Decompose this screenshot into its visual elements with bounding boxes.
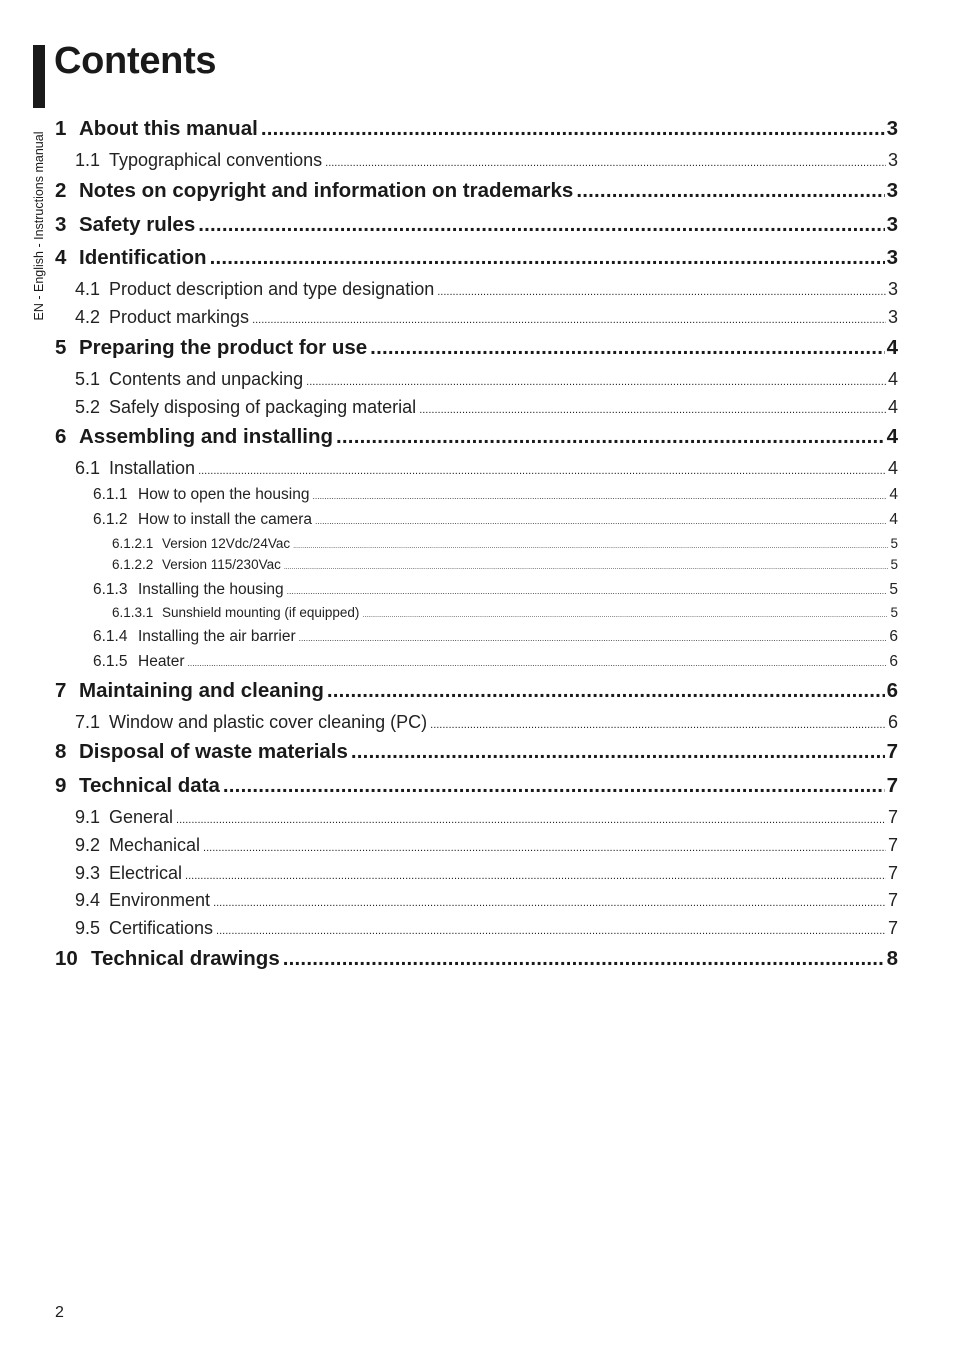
toc-page-number: 4 — [889, 511, 898, 528]
toc-title: General — [109, 807, 174, 827]
toc-number: 4.2 — [75, 307, 101, 327]
toc-title: Safely disposing of packaging material — [109, 397, 417, 417]
toc-entry[interactable] — [75, 807, 898, 828]
dot-leader — [437, 286, 886, 298]
toc-title: Version 12Vdc/24Vac — [162, 536, 291, 551]
toc-entry[interactable] — [93, 511, 898, 529]
toc-number: 7 — [55, 679, 67, 702]
dot-leader — [336, 425, 885, 449]
toc-number: 6.1 — [75, 458, 101, 478]
toc-entry[interactable] — [55, 774, 898, 798]
toc-entry[interactable] — [75, 835, 898, 856]
page-title: Contents — [54, 40, 217, 82]
toc-page-number: 3 — [887, 150, 898, 170]
toc-page-number: 3 — [886, 213, 898, 236]
dot-leader — [213, 897, 886, 909]
toc-entry[interactable] — [55, 425, 898, 449]
dot-leader — [351, 740, 885, 764]
dot-leader — [198, 465, 886, 477]
toc-title: Version 115/230Vac — [162, 557, 281, 572]
toc-title: How to install the camera — [138, 511, 313, 528]
toc-entry[interactable] — [55, 679, 898, 703]
dot-leader — [283, 947, 885, 971]
toc-page-number: 4 — [889, 486, 898, 503]
toc-entry[interactable] — [75, 712, 898, 733]
dot-leader — [299, 633, 888, 643]
dot-leader — [185, 870, 886, 882]
dot-leader — [419, 404, 886, 416]
dot-leader — [210, 246, 885, 270]
toc-page-number: 4 — [887, 397, 898, 417]
toc-entry[interactable] — [75, 863, 898, 884]
toc-page-number: 4 — [887, 369, 898, 389]
toc-title: Heater — [138, 653, 185, 670]
toc-number: 6.1.2 — [93, 511, 128, 528]
toc-title: Installing the housing — [138, 581, 284, 598]
toc-page-number: 5 — [890, 536, 898, 551]
dot-leader — [293, 543, 888, 550]
toc-entry[interactable] — [75, 279, 898, 300]
toc-page-number: 6 — [889, 653, 898, 670]
toc-entry[interactable] — [55, 117, 898, 141]
toc-entry[interactable] — [112, 557, 898, 572]
toc-title: Technical data — [79, 774, 220, 797]
dot-leader — [325, 157, 886, 169]
toc-number: 5.1 — [75, 369, 101, 389]
toc-page-number: 6 — [889, 628, 898, 645]
toc-title: Product description and type designation — [109, 279, 435, 299]
toc-entry[interactable] — [93, 581, 898, 599]
dot-leader — [223, 774, 885, 798]
toc-number: 6.1.3 — [93, 581, 128, 598]
dot-leader — [312, 491, 887, 501]
toc-title: Assembling and installing — [79, 425, 334, 448]
toc-title: Product markings — [109, 307, 250, 327]
toc-number: 6.1.4 — [93, 628, 128, 645]
toc-number: 9.3 — [75, 863, 101, 883]
toc-title: Disposal of waste materials — [79, 740, 348, 763]
toc-title: How to open the housing — [138, 486, 310, 503]
toc-page-number: 3 — [887, 307, 898, 327]
toc-page-number: 6 — [887, 712, 898, 732]
dot-leader — [430, 719, 886, 731]
dot-leader — [370, 336, 884, 360]
toc-title: Window and plastic cover cleaning (PC) — [109, 712, 428, 732]
toc-title: Technical drawings — [91, 947, 280, 970]
toc-title: Notes on copyright and information on trademarks — [79, 179, 574, 202]
toc-number: 1.1 — [75, 150, 101, 170]
toc-title: Installing the air barrier — [138, 628, 296, 645]
toc-number: 4 — [55, 246, 67, 269]
toc-title: Mechanical — [109, 835, 201, 855]
toc-title: Safety rules — [79, 213, 196, 236]
toc-entry[interactable] — [75, 458, 898, 479]
toc-title: Contents and unpacking — [109, 369, 304, 389]
toc-entry[interactable] — [93, 653, 898, 671]
toc-number: 6.1.1 — [93, 486, 128, 503]
toc-title: Certifications — [109, 918, 214, 938]
toc-entry[interactable] — [75, 890, 898, 911]
dot-leader — [188, 658, 888, 668]
toc-page-number: 7 — [887, 890, 898, 910]
toc-page-number: 7 — [887, 863, 898, 883]
toc-title: Environment — [109, 890, 211, 910]
toc-page-number: 7 — [887, 918, 898, 938]
toc-page-number: 5 — [890, 605, 898, 620]
toc-page-number: 7 — [886, 740, 898, 763]
toc-title: About this manual — [79, 117, 258, 140]
toc-number: 7.1 — [75, 712, 101, 732]
toc-entry[interactable] — [93, 628, 898, 646]
toc-number: 9.5 — [75, 918, 101, 938]
toc-page-number: 7 — [887, 835, 898, 855]
dot-leader — [261, 117, 885, 141]
toc-entry[interactable] — [55, 213, 898, 237]
toc-title: Identification — [79, 246, 207, 269]
dot-leader — [315, 516, 887, 526]
toc-number: 9 — [55, 774, 67, 797]
toc-number: 9.2 — [75, 835, 101, 855]
toc-title: Typographical conventions — [109, 150, 323, 170]
toc-number: 9.4 — [75, 890, 101, 910]
toc-entry[interactable] — [75, 397, 898, 418]
toc-title: Preparing the product for use — [79, 336, 368, 359]
toc-entry[interactable] — [75, 307, 898, 328]
toc-number: 9.1 — [75, 807, 101, 827]
dot-leader — [216, 925, 886, 937]
toc-title: Maintaining and cleaning — [79, 679, 324, 702]
dot-leader — [362, 612, 888, 619]
toc-number: 8 — [55, 740, 67, 763]
toc-entry[interactable] — [112, 605, 898, 620]
toc-page-number: 3 — [886, 246, 898, 269]
toc-page-number: 4 — [886, 425, 898, 448]
page-number: 2 — [55, 1304, 64, 1321]
toc-title: Installation — [109, 458, 196, 478]
toc-entry[interactable] — [55, 740, 898, 764]
dot-leader — [203, 842, 886, 854]
toc-page-number: 5 — [889, 581, 898, 598]
toc-number: 6.1.2.1 — [112, 536, 154, 551]
toc-page-number: 4 — [887, 458, 898, 478]
toc-number: 6 — [55, 425, 67, 448]
toc-entry[interactable] — [75, 918, 898, 939]
toc-page-number: 4 — [886, 336, 898, 359]
toc-title: Electrical — [109, 863, 183, 883]
toc-page-number: 3 — [886, 179, 898, 202]
toc-number: 2 — [55, 179, 67, 202]
toc-entry[interactable] — [93, 486, 898, 504]
toc-number: 5.2 — [75, 397, 101, 417]
toc-entry[interactable] — [75, 369, 898, 390]
toc-page-number: 7 — [887, 807, 898, 827]
toc-entry[interactable] — [55, 246, 898, 270]
toc-number: 1 — [55, 117, 67, 140]
toc-entry[interactable] — [55, 336, 898, 360]
dot-leader — [252, 314, 886, 326]
dot-leader — [287, 586, 888, 596]
toc-page-number: 8 — [886, 947, 898, 970]
toc-page-number: 7 — [886, 774, 898, 797]
dot-leader — [176, 814, 886, 826]
side-running-label: EN - English - Instructions manual — [32, 131, 46, 321]
dot-leader — [284, 564, 889, 571]
toc-number: 6.1.3.1 — [112, 605, 154, 620]
toc-entry[interactable] — [55, 179, 898, 203]
toc-number: 6.1.2.2 — [112, 557, 154, 572]
toc-number: 3 — [55, 213, 67, 236]
toc-entry[interactable] — [75, 150, 898, 171]
toc-page-number: 6 — [886, 679, 898, 702]
toc-entry[interactable] — [112, 536, 898, 551]
dot-leader — [306, 376, 886, 388]
toc-number: 10 — [55, 947, 78, 970]
toc-title: Sunshield mounting (if equipped) — [162, 605, 360, 620]
toc-page-number: 5 — [890, 557, 898, 572]
toc-page-number: 3 — [887, 279, 898, 299]
toc-page-number: 3 — [886, 117, 898, 140]
dot-leader — [327, 679, 885, 703]
toc-number: 5 — [55, 336, 67, 359]
toc-entry[interactable] — [55, 947, 898, 971]
toc-number: 4.1 — [75, 279, 101, 299]
dot-leader — [576, 179, 884, 203]
toc-number: 6.1.5 — [93, 653, 128, 670]
dot-leader — [198, 213, 884, 237]
